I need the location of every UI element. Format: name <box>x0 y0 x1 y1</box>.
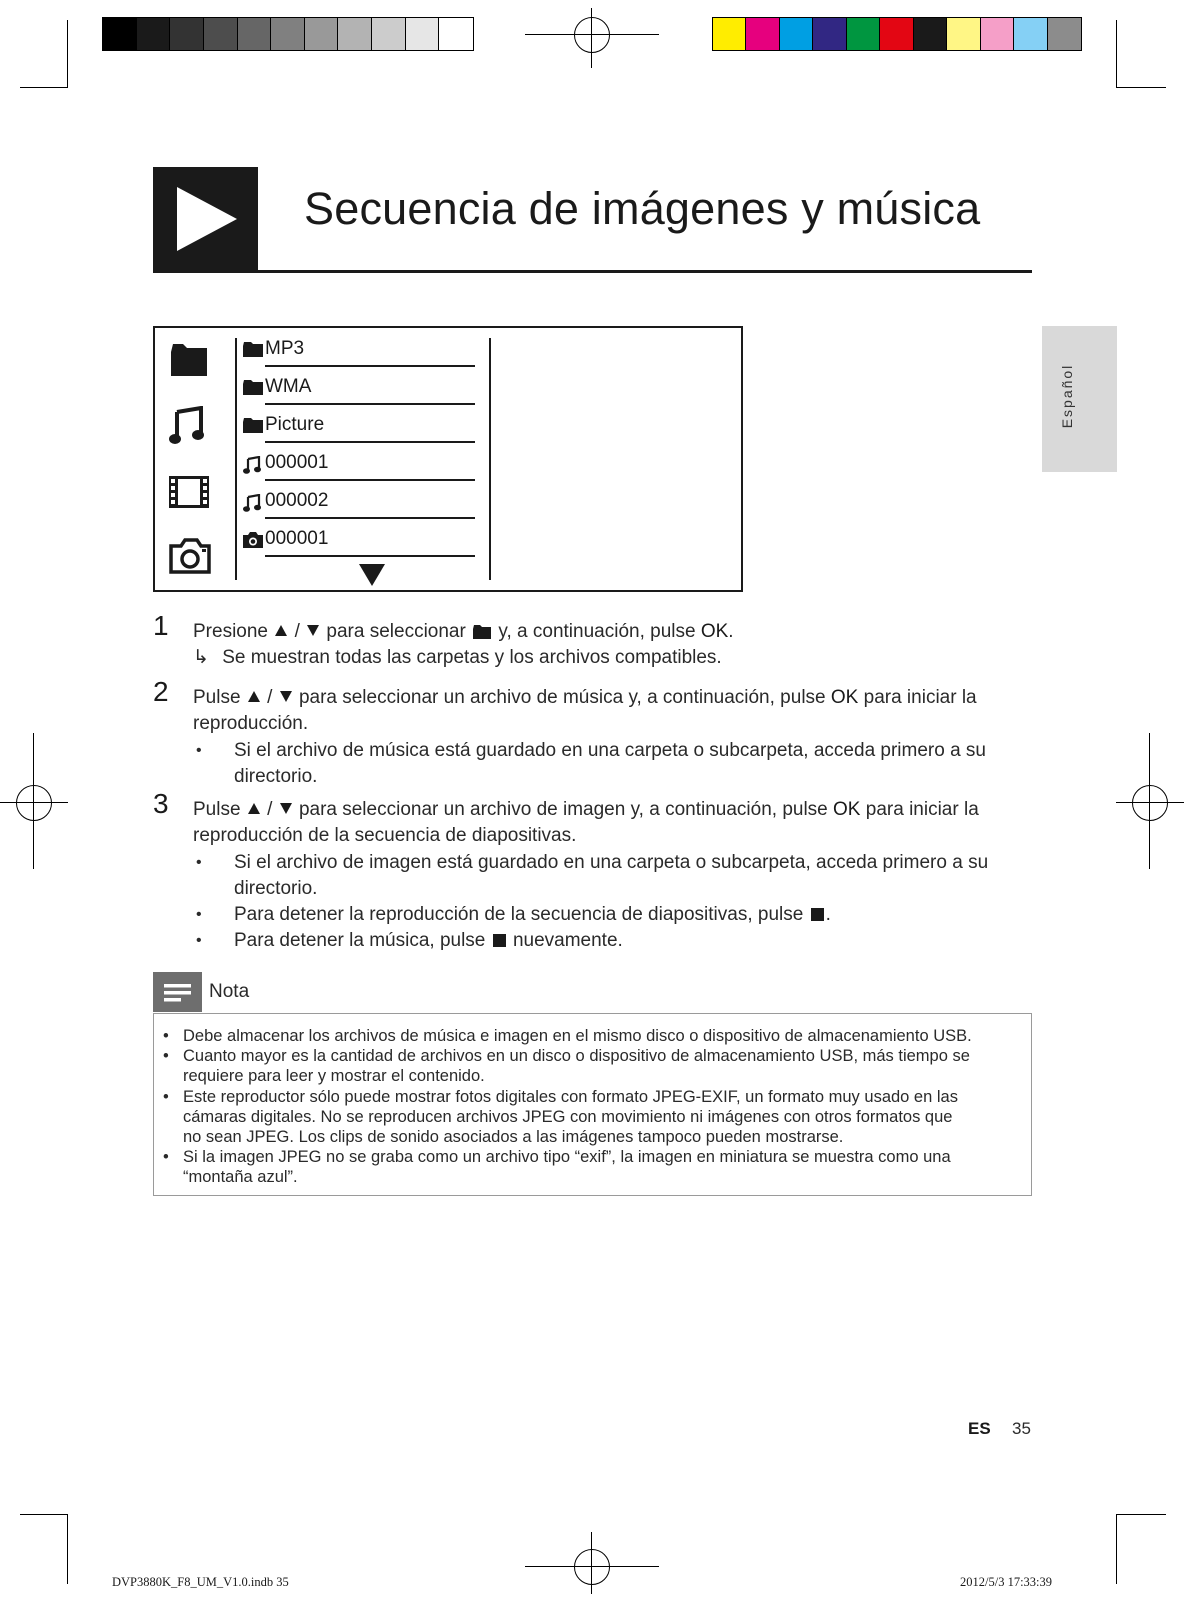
color-swatch <box>372 18 406 50</box>
color-swatch <box>406 18 440 50</box>
note-icon-badge <box>153 972 202 1012</box>
color-swatch <box>170 18 204 50</box>
note-item: Este reproductor sólo puede mostrar fotos digitales con formato JPEG-EXIF, un formato muy usado en las <box>183 1087 958 1106</box>
camera-icon <box>169 538 211 574</box>
file-list-item[interactable]: 000001 <box>265 452 329 473</box>
step-text: Pulse / para seleccionar un archivo de imagen y, a continuación, pulse OK para iniciar la <box>193 799 979 820</box>
file-list-item[interactable]: MP3 <box>265 338 305 359</box>
row-underline <box>265 517 475 519</box>
color-swatch <box>914 18 947 50</box>
result-arrow-icon: ↳ <box>193 647 209 668</box>
step-number: 1 <box>153 610 169 641</box>
page-title: Secuencia de imágenes y música <box>304 183 981 234</box>
bullet-text-cont: directorio. <box>234 878 318 899</box>
step-text-cont: reproducción. <box>193 713 309 734</box>
color-swatch <box>746 18 779 50</box>
color-swatch <box>204 18 238 50</box>
music-note-icon <box>243 456 261 479</box>
folder-icon <box>169 342 209 378</box>
page-lang: ES <box>968 1419 991 1438</box>
color-swatch <box>947 18 980 50</box>
bullet-text: Si el archivo de música está guardado en una carpeta o subcarpeta, acceda primero a su <box>234 740 987 761</box>
camera-icon <box>243 532 263 553</box>
file-list-item[interactable]: Picture <box>265 414 325 435</box>
color-swatch <box>305 18 339 50</box>
note-item: Debe almacenar los archivos de música e imagen en el mismo disco o dispositivo de almacenamiento USB. <box>183 1027 972 1045</box>
title-rule <box>153 270 1032 273</box>
up-arrow-icon <box>248 691 260 702</box>
note-title: Nota <box>209 981 250 1002</box>
language-tab-label: Español <box>1059 363 1075 429</box>
grayscale-bar <box>102 17 474 51</box>
screen-divider <box>235 338 237 580</box>
bullet-text: Para detener la reproducción de la secuencia de diapositivas, pulse . <box>234 904 831 925</box>
color-swatch <box>103 18 137 50</box>
down-arrow-icon <box>280 691 292 702</box>
row-underline <box>265 479 475 481</box>
note-item-cont: requiere para leer y mostrar el contenido. <box>183 1067 485 1086</box>
row-underline <box>265 365 475 367</box>
color-swatch <box>271 18 305 50</box>
folder-icon <box>243 380 263 400</box>
play-icon <box>177 187 237 251</box>
color-swatch <box>338 18 372 50</box>
color-swatch <box>880 18 913 50</box>
note-bullet: • <box>163 1087 169 1106</box>
up-arrow-icon <box>248 803 260 814</box>
color-swatch <box>1048 18 1081 50</box>
step-result: ↳ Se muestran todas las carpetas y los archivos compatibles. <box>193 647 722 668</box>
color-bar <box>712 17 1082 51</box>
bullet: • <box>196 854 202 871</box>
step-text: Presione / para seleccionar y, a continuación, pulse OK. <box>193 621 734 642</box>
stop-icon <box>811 908 824 921</box>
music-note-icon <box>243 494 261 517</box>
step-number: 2 <box>153 676 169 707</box>
bullet-text: Si el archivo de imagen está guardado en una carpeta o subcarpeta, acceda primero a su <box>234 852 989 873</box>
file-list-item[interactable]: WMA <box>265 376 312 397</box>
row-underline <box>265 555 475 557</box>
down-arrow-icon <box>307 625 319 636</box>
row-underline <box>265 441 475 443</box>
note-bullet: • <box>163 1027 169 1045</box>
down-arrow-icon <box>280 803 292 814</box>
step-text-cont: reproducción de la secuencia de diapositivas. <box>193 825 577 846</box>
bullet-text-cont: directorio. <box>234 766 318 787</box>
note-box <box>153 1013 1032 1196</box>
step-text: Pulse / para seleccionar un archivo de música y, a continuación, pulse OK para iniciar la <box>193 687 977 708</box>
color-swatch <box>847 18 880 50</box>
bullet: • <box>196 906 202 923</box>
down-arrow-icon <box>359 564 385 586</box>
note-item-cont: “montaña azul”. <box>183 1168 298 1187</box>
file-browser-screen <box>153 326 743 592</box>
folder-icon <box>243 342 263 362</box>
note-bullet: • <box>163 1148 169 1167</box>
bullet: • <box>196 742 202 759</box>
step-number: 3 <box>153 788 169 819</box>
note-bullet: • <box>163 1047 169 1066</box>
color-swatch <box>813 18 846 50</box>
language-tab <box>1042 326 1117 472</box>
music-note-icon <box>169 406 205 446</box>
file-list-item[interactable]: 000002 <box>265 490 329 511</box>
color-swatch <box>137 18 171 50</box>
bullet: • <box>196 932 202 949</box>
note-item: Si la imagen JPEG no se graba como un archivo tipo “exif”, la imagen en miniatura se muestra como una <box>183 1148 951 1167</box>
note-item-cont: no sean JPEG. Los clips de sonido asociados a las imágenes tampoco pueden mostrarse. <box>183 1128 844 1146</box>
color-swatch <box>713 18 746 50</box>
footer-datetime: 2012/5/3 17:33:39 <box>960 1575 1053 1589</box>
stop-icon <box>493 934 506 947</box>
page-number: 35 <box>1012 1419 1031 1438</box>
color-swatch <box>981 18 1014 50</box>
footer-file: DVP3880K_F8_UM_V1.0.indb 35 <box>112 1575 289 1589</box>
screen-divider <box>489 338 491 580</box>
folder-icon <box>473 625 491 639</box>
row-underline <box>265 403 475 405</box>
color-swatch <box>1014 18 1047 50</box>
note-item: Cuanto mayor es la cantidad de archivos en un disco o dispositivo de almacenamiento USB, más tiempo se <box>183 1047 970 1066</box>
color-swatch <box>238 18 272 50</box>
bullet-text: Para detener la música, pulse nuevamente. <box>234 930 623 951</box>
up-arrow-icon <box>275 625 287 636</box>
file-list-item[interactable]: 000001 <box>265 528 329 549</box>
folder-icon <box>243 418 263 438</box>
note-item-cont: cámaras digitales. No se reproducen archivos JPEG con movimiento ni imágenes con otros formatos que <box>183 1107 953 1126</box>
film-icon <box>169 476 209 508</box>
color-swatch <box>780 18 813 50</box>
note-icon <box>153 972 202 1012</box>
color-swatch <box>439 18 473 50</box>
